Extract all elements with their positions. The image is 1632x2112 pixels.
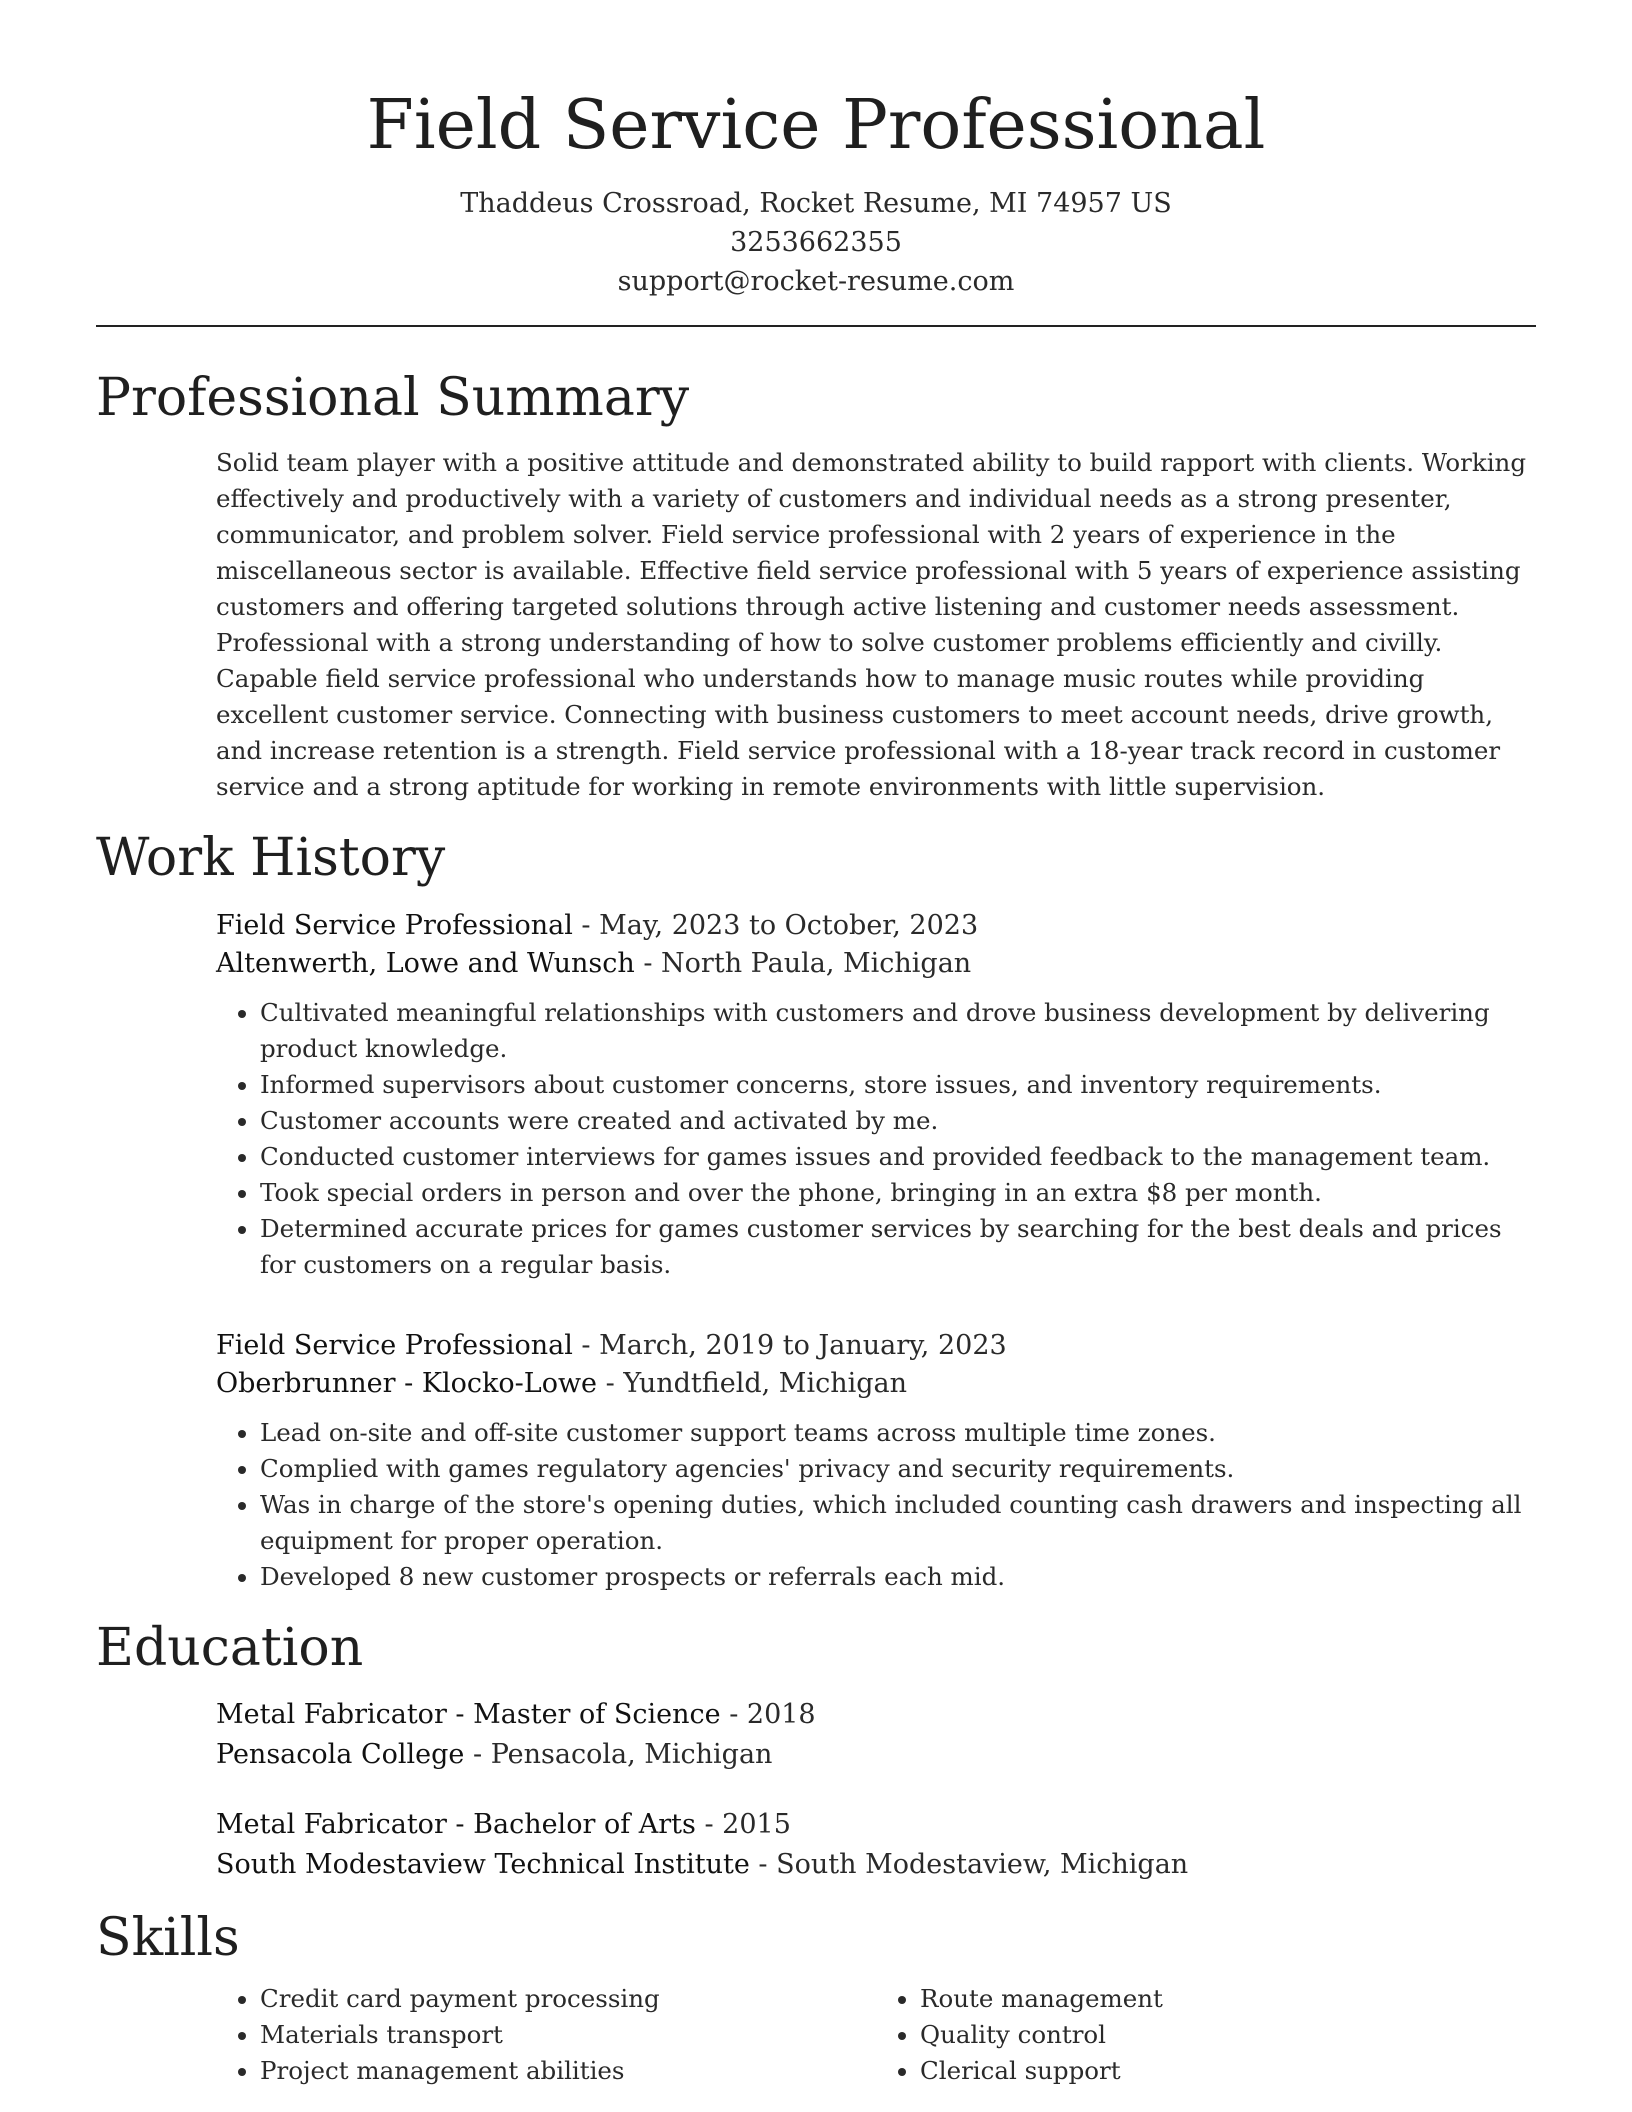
education-program: Metal Fabricator - Master of Science xyxy=(216,1699,721,1730)
contact-block xyxy=(96,184,1536,301)
header-divider xyxy=(96,325,1536,327)
job-title-line xyxy=(216,907,1536,945)
contact-email: support@rocket-resume.com xyxy=(617,266,1015,297)
education-program-line xyxy=(216,1805,1536,1845)
skills-list-left xyxy=(216,1981,876,2089)
list-item: • Customer accounts were created and activated by me. xyxy=(260,1103,1536,1139)
job-entry xyxy=(216,907,1536,1283)
skill-item: • Route management xyxy=(920,1981,1536,2017)
skills-section xyxy=(96,1905,1536,2089)
candidate-name: Field Service Professional xyxy=(366,86,1266,165)
list-item: • Cultivated meaningful relationships with customers and drove business development by delivering product knowledge. xyxy=(260,995,1536,1067)
education-school: Pensacola College xyxy=(216,1739,465,1770)
contact-phone: 3253662355 xyxy=(730,227,902,258)
section-title-summary: Professional Summary xyxy=(96,368,690,428)
skill-item: • Materials transport xyxy=(260,2017,876,2053)
list-item: • Determined accurate prices for games customer services by searching for the best deals and prices for customers on a regular basis. xyxy=(260,1211,1536,1283)
skill-item: • Clerical support xyxy=(920,2053,1536,2089)
job-duties-list xyxy=(216,1415,1536,1595)
list-item: • Lead on-site and off-site customer support teams across multiple time zones. xyxy=(260,1415,1536,1451)
job-dates: - May, 2023 to October, 2023 xyxy=(572,910,979,941)
skills-list-right xyxy=(876,1981,1536,2089)
section-title-education: Education xyxy=(96,1618,364,1678)
list-item: • Took special orders in person and over the phone, bringing in an extra $8 per month. xyxy=(260,1175,1536,1211)
skill-item: • Quality control xyxy=(920,2017,1536,2053)
section-title-work: Work History xyxy=(96,828,446,888)
job-location: - North Paula, Michigan xyxy=(634,948,972,979)
job-company: Altenwerth, Lowe and Wunsch xyxy=(216,948,635,979)
resume-header xyxy=(96,0,1536,301)
job-title-line xyxy=(216,1327,1536,1365)
education-location: - South Modestaview, Michigan xyxy=(749,1849,1189,1880)
education-entry xyxy=(216,1805,1536,1885)
education-school-line xyxy=(216,1735,1536,1775)
work-history-section xyxy=(96,825,1536,1595)
education-entry xyxy=(216,1695,1536,1775)
summary-text: Solid team player with a positive attitude and demonstrated ability to build rapport with clients. Working effectively and productively with a variety of customers and individual needs as a strong presenter, communicator, and problem solver. Field service professional with 2 years of experience in the miscellaneous sector is available. Effective field service professional with 5 years of experience assisting customers and offering targeted solutions through active listening and customer needs assessment. Professional with a strong understanding of how to solve customer problems efficiently and civilly. Capable field service professional who understands how to manage music routes while providing excellent customer service. Connecting with business customers to meet account needs, drive growth, and increase retention is a strength. Field service professional with a 18-year track record in customer service and a strong aptitude for working in remote environments with little supervision. xyxy=(216,448,1527,801)
skills-columns xyxy=(216,1981,1536,2089)
education-school-line xyxy=(216,1845,1536,1885)
list-item: • Was in charge of the store's opening duties, which included counting cash drawers and inspecting all equipment for proper operation. xyxy=(260,1487,1536,1559)
job-dates: - March, 2019 to January, 2023 xyxy=(572,1330,1007,1361)
resume-page xyxy=(96,0,1536,2089)
section-title-skills: Skills xyxy=(96,1908,240,1968)
contact-address: Thaddeus Crossroad, Rocket Resume, MI 74957 US xyxy=(460,188,1172,219)
job-company: Oberbrunner - Klocko-Lowe xyxy=(216,1368,598,1399)
education-year: - 2018 xyxy=(720,1699,816,1730)
skill-item: • Credit card payment processing xyxy=(260,1981,876,2017)
job-company-line xyxy=(216,1365,1536,1403)
education-year: - 2015 xyxy=(695,1809,791,1840)
education-section xyxy=(96,1615,1536,1885)
education-program: Metal Fabricator - Bachelor of Arts xyxy=(216,1809,696,1840)
education-program-line xyxy=(216,1695,1536,1735)
job-position: Field Service Professional xyxy=(216,910,573,941)
list-item: • Informed supervisors about customer concerns, store issues, and inventory requirements. xyxy=(260,1067,1536,1103)
list-item: • Conducted customer interviews for games issues and provided feedback to the management team. xyxy=(260,1139,1536,1175)
job-company-line xyxy=(216,945,1536,983)
list-item: • Complied with games regulatory agencies' privacy and security requirements. xyxy=(260,1451,1536,1487)
list-item: • Developed 8 new customer prospects or referrals each mid. xyxy=(260,1559,1536,1595)
job-duties-list xyxy=(216,995,1536,1283)
skill-item: • Project management abilities xyxy=(260,2053,876,2089)
job-location: - Yundtfield, Michigan xyxy=(597,1368,907,1399)
job-entry xyxy=(216,1327,1536,1595)
job-position: Field Service Professional xyxy=(216,1330,573,1361)
summary-section xyxy=(96,365,1536,805)
education-location: - Pensacola, Michigan xyxy=(464,1739,773,1770)
education-school: South Modestaview Technical Institute xyxy=(216,1849,750,1880)
